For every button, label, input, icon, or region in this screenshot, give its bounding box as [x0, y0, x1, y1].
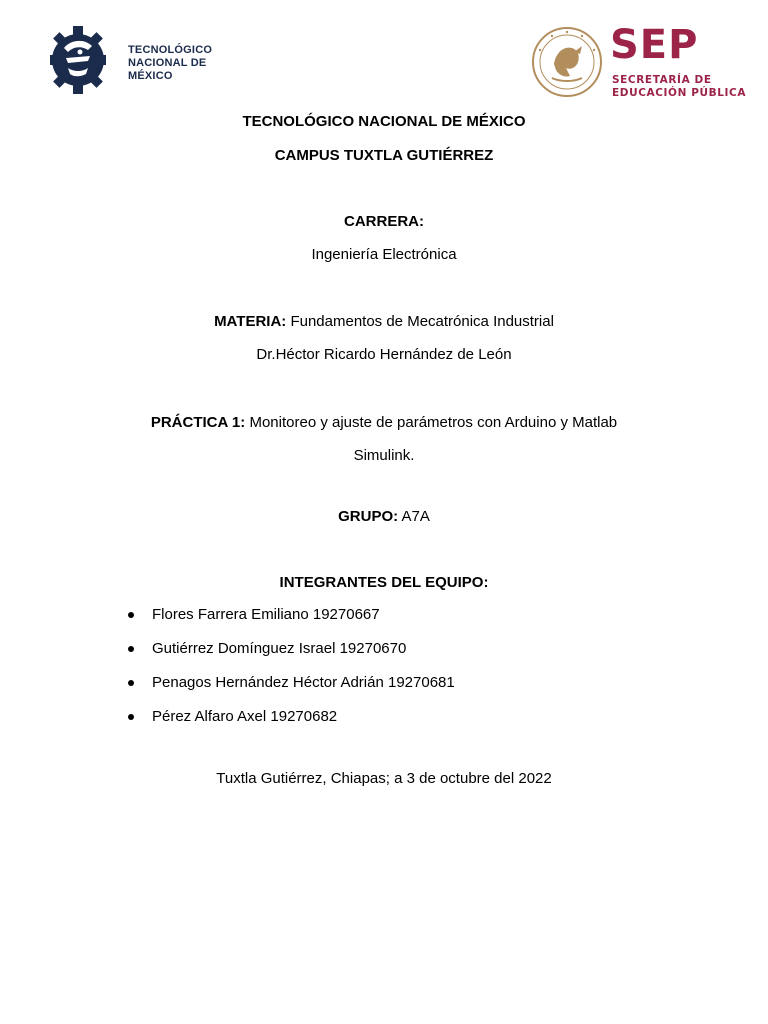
practice-value-line2: Simulink.: [353, 447, 415, 464]
tecnm-gear-emblem-icon: [50, 20, 106, 100]
bullet-icon: [128, 714, 134, 720]
career-label: CARRERA:: [344, 213, 424, 230]
tecnm-logo-text: [128, 44, 240, 83]
tecnm-logo-line2: NACIONAL DE MÉXICO: [128, 57, 207, 82]
subject-line: [0, 313, 768, 331]
practice-value-line1: Monitoreo y ajuste de parámetros con Arduino y Matlab: [249, 414, 618, 431]
subject-value: Fundamentos de Mecatrónica Industrial: [290, 313, 554, 330]
career-value: Ingeniería Electrónica: [311, 246, 457, 263]
practice-line: [0, 414, 768, 432]
team-heading: INTEGRANTES DEL EQUIPO:: [279, 574, 489, 591]
tecnm-logo-line1: TECNOLÓGICO: [128, 44, 213, 56]
sep-logo-text: [612, 74, 746, 100]
bullet-icon: [128, 612, 134, 618]
campus-name: CAMPUS TUXTLA GUTIÉRREZ: [274, 147, 494, 164]
teacher-name: Dr.Héctor Ricardo Hernández de León: [256, 346, 512, 363]
mexico-seal-icon: [530, 24, 604, 100]
list-item: [128, 674, 455, 708]
group-value: A7A: [401, 508, 430, 525]
practice-label: PRÁCTICA 1:: [150, 414, 246, 431]
list-item: [128, 708, 455, 742]
subject-label: MATERIA:: [214, 313, 287, 330]
bullet-icon: [128, 680, 134, 686]
institution-name: TECNOLÓGICO NACIONAL DE MÉXICO: [242, 113, 526, 130]
member-name: Pérez Alfaro Axel 19270682: [152, 708, 338, 725]
sep-logo-line2: EDUCACIÓN PÚBLICA: [612, 87, 747, 99]
member-name: Gutiérrez Domínguez Israel 19270670: [152, 640, 407, 657]
group-line: [0, 508, 768, 526]
sep-logo-line1: SECRETARÍA DE: [612, 74, 712, 86]
group-label: GRUPO:: [338, 508, 399, 525]
sep-acronym: SEP: [610, 22, 699, 68]
member-name: Penagos Hernández Héctor Adrián 19270681: [152, 674, 455, 691]
member-name: Flores Farrera Emiliano 19270667: [152, 606, 380, 623]
team-member-list: [128, 606, 455, 742]
place-and-date: Tuxtla Gutiérrez, Chiapas; a 3 de octubre del 2022: [216, 770, 552, 787]
bullet-icon: [128, 646, 134, 652]
sep-logo: [530, 24, 760, 104]
tecnm-logo: [50, 20, 240, 100]
list-item: [128, 606, 455, 640]
list-item: [128, 640, 455, 674]
